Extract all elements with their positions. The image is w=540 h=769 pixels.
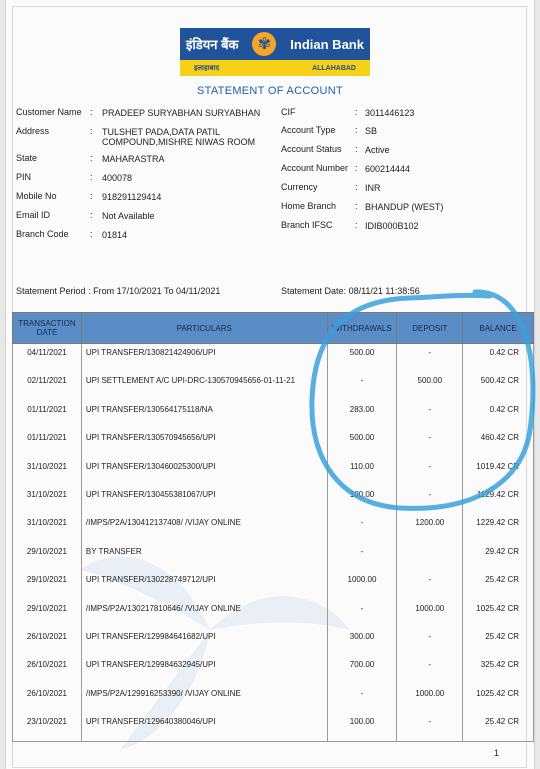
table-row: [13, 571, 534, 599]
txn-withdrawal: 1000.00: [327, 571, 397, 599]
txn-date: 23/10/2021: [13, 713, 82, 742]
txn-balance: 460.42 CR: [463, 429, 534, 457]
txn-date: 26/10/2021: [13, 628, 82, 656]
txn-particulars: UPI TRANSFER/129984641682/UPI: [81, 628, 327, 656]
txn-balance: 1025.42 CR: [463, 685, 534, 713]
txn-balance: 25.42 CR: [463, 713, 534, 742]
table-row: [13, 458, 534, 486]
separator: :: [90, 172, 93, 182]
statement-title: STATEMENT OF ACCOUNT: [197, 85, 343, 97]
txn-balance: 25.42 CR: [463, 571, 534, 599]
txn-balance: 1229.42 CR: [463, 514, 534, 542]
table-row: [13, 656, 534, 684]
separator: :: [355, 201, 358, 211]
currency-value: INR: [365, 183, 381, 193]
separator: :: [90, 153, 93, 163]
cif-label: CIF: [281, 107, 296, 117]
address-line-2: COMPOUND,MISHRE NIWAS ROOM: [102, 137, 256, 147]
separator: :: [88, 286, 91, 296]
statement-date-value: 08/11/21 11:38:56: [348, 286, 420, 296]
statement-period-label: Statement Period: [16, 286, 86, 296]
txn-date: 31/10/2021: [13, 486, 82, 514]
table-row: [13, 713, 534, 742]
txn-deposit: -: [397, 486, 463, 514]
bank-emblem-icon: ✾: [252, 32, 276, 56]
account-type-value: SB: [365, 126, 378, 136]
txn-deposit: 1000.00: [397, 685, 463, 713]
txn-date: 29/10/2021: [13, 571, 82, 599]
branch-ifsc-label: Branch IFSC: [281, 220, 333, 230]
col-transaction-date: [13, 313, 82, 344]
txn-date: 01/11/2021: [13, 429, 82, 457]
txn-withdrawal: 100.00: [327, 486, 397, 514]
home-branch-value: BHANDUP (WEST): [365, 202, 444, 212]
txn-balance: 500.42 CR: [463, 372, 534, 400]
address-line-1: TULSHET PADA,DATA PATIL: [102, 127, 221, 137]
txn-balance: 1025.42 CR: [463, 600, 534, 628]
txn-particulars: UPI TRANSFER/130570945656/UPI: [81, 429, 327, 457]
txn-date: 31/10/2021: [13, 514, 82, 542]
txn-withdrawal: -: [327, 514, 397, 542]
col-balance: BALANCE: [463, 313, 534, 344]
txn-deposit: -: [397, 401, 463, 429]
statement-date-label: Statement Date:: [281, 286, 347, 296]
txn-withdrawal: -: [327, 600, 397, 628]
table-row: [13, 344, 534, 373]
separator: :: [355, 125, 358, 135]
separator: :: [355, 163, 358, 173]
email-label: Email ID: [16, 210, 51, 220]
txn-withdrawal: 500.00: [327, 344, 397, 373]
statement-period: [16, 286, 220, 296]
allahabad-english: ALLAHABAD: [312, 64, 356, 72]
txn-particulars: UPI TRANSFER/130821424906/UPI: [81, 344, 327, 373]
col-date-line2: DATE: [36, 328, 58, 337]
txn-balance: 1129.42 CR: [463, 486, 534, 514]
txn-particulars: /IMPS/P2A/130217810646/ /VIJAY ONLINE: [81, 600, 327, 628]
branch-code-label: Branch Code: [16, 229, 69, 239]
transactions-table: [12, 312, 534, 742]
statement-date: [281, 286, 420, 296]
separator: :: [90, 191, 93, 201]
table-row: [13, 372, 534, 400]
txn-withdrawal: 700.00: [327, 656, 397, 684]
txn-date: 26/10/2021: [13, 656, 82, 684]
separator: :: [90, 126, 93, 136]
cif-value: 3011446123: [365, 108, 415, 118]
txn-withdrawal: -: [327, 543, 397, 571]
txn-date: 31/10/2021: [13, 458, 82, 486]
txn-balance: 1019.42 CR: [463, 458, 534, 486]
txn-particulars: UPI TRANSFER/130460025300/UPI: [81, 458, 327, 486]
txn-withdrawal: 110.00: [327, 458, 397, 486]
txn-withdrawal: 283.00: [327, 401, 397, 429]
separator: :: [90, 210, 93, 220]
txn-balance: 325.42 CR: [463, 656, 534, 684]
txn-deposit: -: [397, 429, 463, 457]
txn-particulars: UPI TRANSFER/129984632945/UPI: [81, 656, 327, 684]
separator: :: [355, 144, 358, 154]
account-type-label: Account Type: [281, 125, 336, 135]
txn-withdrawal: 500.00: [327, 429, 397, 457]
home-branch-label: Home Branch: [281, 201, 337, 211]
table-row: [13, 600, 534, 628]
table-row: [13, 543, 534, 571]
txn-deposit: 1200.00: [397, 514, 463, 542]
table-row: [13, 628, 534, 656]
txn-particulars: UPI TRANSFER/130228749712/UPI: [81, 571, 327, 599]
account-status-label: Account Status: [281, 144, 342, 154]
branch-code-value: 01814: [102, 230, 128, 240]
txn-date: 29/10/2021: [13, 600, 82, 628]
txn-deposit: -: [397, 571, 463, 599]
txn-deposit: [397, 543, 463, 571]
txn-withdrawal: 100.00: [327, 713, 397, 742]
txn-particulars: /IMPS/P2A/130412137408/ /VIJAY ONLINE: [81, 514, 327, 542]
separator: :: [90, 107, 93, 117]
txn-date: 04/11/2021: [13, 344, 82, 373]
bank-english-name: Indian Bank: [290, 36, 364, 52]
table-row: [13, 401, 534, 429]
txn-deposit: -: [397, 713, 463, 742]
state-label: State: [16, 153, 38, 163]
txn-date: 02/11/2021: [13, 372, 82, 400]
pin-value: 400078: [102, 173, 133, 183]
separator: :: [355, 220, 358, 230]
table-row: [13, 429, 534, 457]
statement-period-value: From 17/10/2021 To 04/11/2021: [93, 286, 221, 296]
indian-bank-logo: [180, 28, 370, 76]
allahabad-hindi: इलाहाबाद: [194, 64, 220, 72]
col-withdrawals: WITHDRAWALS: [327, 313, 397, 344]
account-number-value: 600214444: [365, 164, 411, 174]
address-label: Address: [16, 126, 50, 136]
col-particulars: PARTICULARS: [81, 313, 327, 344]
txn-balance: 29.42 CR: [463, 543, 534, 571]
txn-deposit: -: [397, 344, 463, 373]
mobile-label: Mobile No: [16, 191, 57, 201]
account-number-label: Account Number: [281, 163, 349, 173]
bank-hindi-name: इंडियन बैंक: [186, 37, 239, 52]
customer-name-value: PRADEEP SURYABHAN SURYABHAN: [102, 108, 261, 118]
txn-deposit: -: [397, 656, 463, 684]
col-date-line1: TRANSACTION: [18, 319, 76, 328]
pin-label: PIN: [16, 172, 32, 182]
txn-particulars: UPI TRANSFER/129640380046/UPI: [81, 713, 327, 742]
txn-particulars: UPI TRANSFER/130564175118/NA: [81, 401, 327, 429]
txn-particulars: UPI TRANSFER/130455381067/UPI: [81, 486, 327, 514]
state-value: MAHARASTRA: [102, 154, 165, 164]
txn-balance: 0.42 CR: [463, 401, 534, 429]
txn-deposit: 500.00: [397, 372, 463, 400]
txn-particulars: /IMPS/P2A/129916253390/ /VIJAY ONLINE: [81, 685, 327, 713]
table-header-row: [13, 313, 534, 344]
currency-label: Currency: [281, 182, 318, 192]
txn-particulars: UPI SETTLEMENT A/C UPI-DRC-130570945656-01-11-21: [81, 372, 327, 400]
txn-balance: 0.42 CR: [463, 344, 534, 373]
txn-date: 29/10/2021: [13, 543, 82, 571]
mobile-value: 918291129414: [102, 192, 162, 202]
txn-deposit: -: [397, 458, 463, 486]
txn-withdrawal: -: [327, 685, 397, 713]
txn-withdrawal: 300.00: [327, 628, 397, 656]
txn-particulars: BY TRANSFER: [81, 543, 327, 571]
table-row: [13, 685, 534, 713]
customer-name-label: Customer Name: [16, 107, 82, 117]
txn-balance: 25.42 CR: [463, 628, 534, 656]
table-row: [13, 486, 534, 514]
txn-deposit: 1000.00: [397, 600, 463, 628]
email-value: Not Available: [102, 211, 155, 221]
txn-deposit: -: [397, 628, 463, 656]
account-status-value: Active: [365, 145, 390, 155]
table-row: [13, 514, 534, 542]
page-number: 1: [494, 748, 500, 758]
col-deposit: DEPOSIT: [397, 313, 463, 344]
txn-date: 01/11/2021: [13, 401, 82, 429]
separator: :: [355, 182, 358, 192]
branch-ifsc-value: IDIB000B102: [365, 221, 419, 231]
txn-withdrawal: -: [327, 372, 397, 400]
txn-date: 26/10/2021: [13, 685, 82, 713]
separator: :: [90, 229, 93, 239]
separator: :: [355, 107, 358, 117]
